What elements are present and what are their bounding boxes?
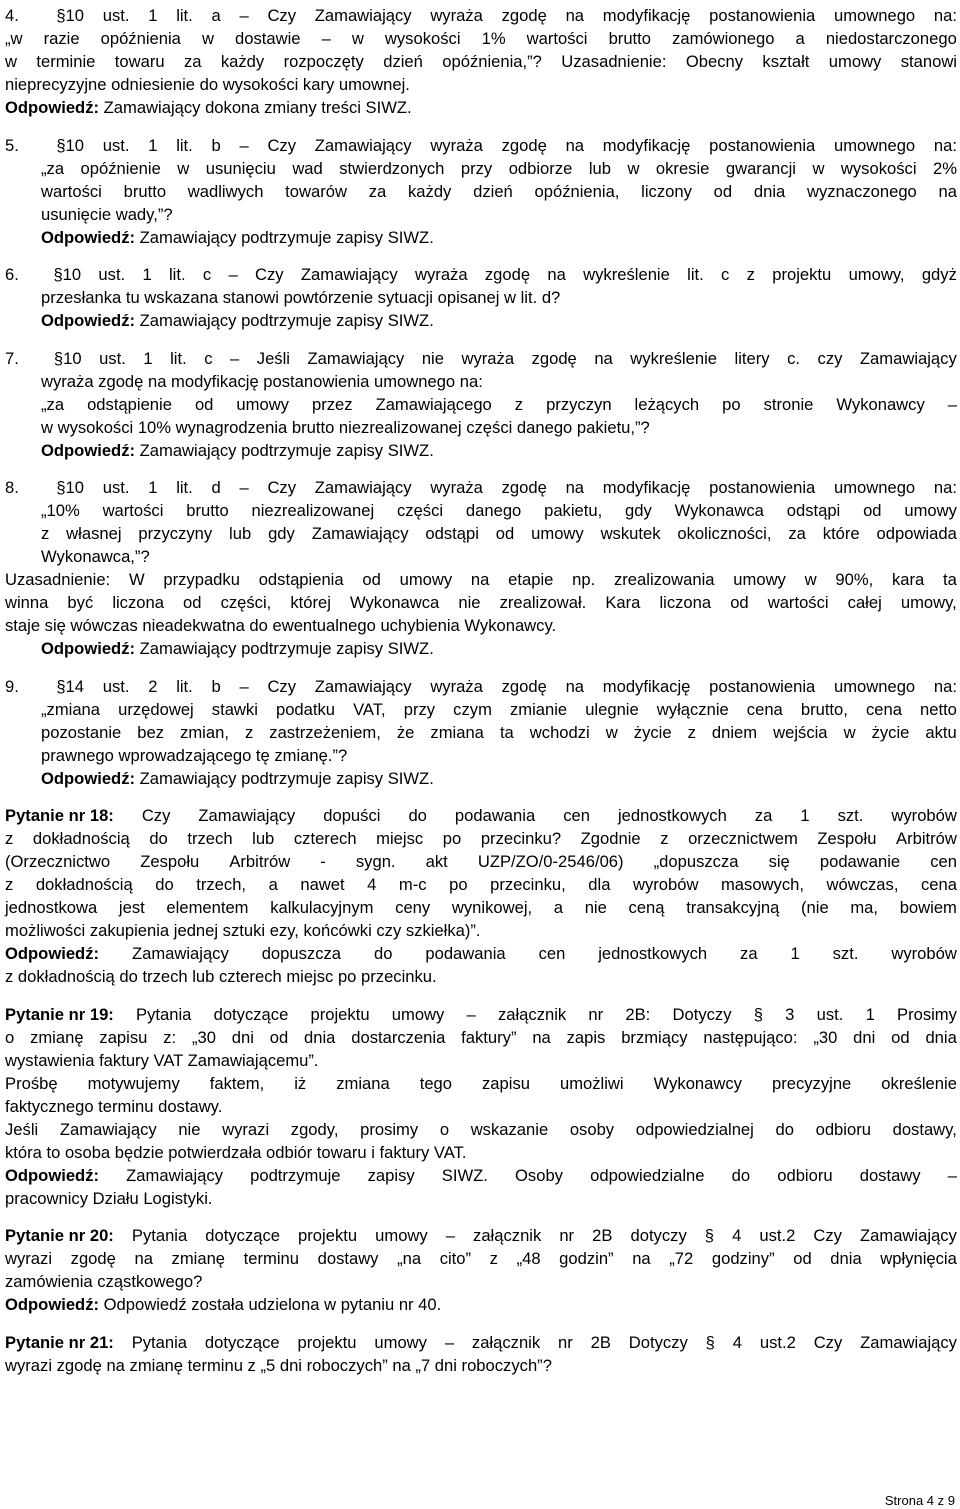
item-text: „za odstąpienie od umowy przez Zamawiającego z przyczyn leżących po stronie Wykonawcy – <box>41 394 957 414</box>
question-text: możliwości zakupienia jednej sztuki ezy, końcówki czy szkiełka)”. <box>5 921 481 940</box>
question-text: Jeśli Zamawiający nie wyrazi zgody, prosimy o wskazanie osoby odpowiedzialnej do odbioru dostawy, <box>5 1119 957 1139</box>
item-text: wartości brutto wadliwych towarów za każdy dzień opóźnienia, liczony od dnia wyznaczonego na <box>41 181 957 201</box>
page-footer: Strona 4 z 9 <box>884 1493 955 1508</box>
question-text: z dokładnością do trzech lub czterech miejsc po przecinku? Zgodnie z orzecznictwem Zespołu Arbitrów <box>5 829 957 848</box>
answer-label: Odpowiedź: <box>5 98 100 117</box>
answer-line <box>41 767 957 790</box>
item-text: przesłanka tu wskazana stanowi powtórzenie sytuacji opisanej w lit. d? <box>41 288 561 307</box>
question-heading: Pytanie nr 21: Pytania dotyczące projektu umowy – załącznik nr 2B Dotyczy § 4 ust.2 Czy Zamawiający <box>5 1332 957 1352</box>
answer-text: z dokładnością do trzech lub czterech miejsc po przecinku. <box>5 967 437 986</box>
item-heading: 4. §10 ust. 1 lit. a – Czy Zamawiający wyraża zgodę na modyfikację postanowienia umownego na: <box>5 6 957 25</box>
question-heading: Pytanie nr 19: Pytania dotyczące projektu umowy – załącznik nr 2B: Dotyczy § 3 ust. 1 Prosimy <box>5 1004 957 1024</box>
answer-line <box>41 439 957 462</box>
item-text: wyraża zgodę na modyfikację postanowienia umownego na: <box>41 371 483 391</box>
item-heading: 5. §10 ust. 1 lit. b – Czy Zamawiający wyraża zgodę na modyfikację postanowienia umownego na: <box>5 135 957 155</box>
question-text: wyrazi zgodę na zmianę terminu dostawy „na cito” z „48 godzin” na „72 godziny” od dnia wpłynięcia <box>5 1249 957 1268</box>
item-heading: 9. §14 ust. 2 lit. b – Czy Zamawiający wyraża zgodę na modyfikację postanowienia umownego na: <box>5 676 957 696</box>
question-text: wystawienia faktury VAT Zamawiającemu”. <box>5 1050 319 1070</box>
question-heading: Pytanie nr 18: Czy Zamawiający dopuści do podawania cen jednostkowych za 1 szt. wyrobów <box>5 806 957 825</box>
answer-line <box>41 637 957 660</box>
answer-text: Odpowiedź została udzielona w pytaniu nr 40. <box>99 1295 442 1314</box>
answer-line: Odpowiedź: Zamawiający podtrzymuje zapisy SIWZ. Osoby odpowiedzialne do odbioru dostawy – <box>5 1165 957 1185</box>
answer-label: Odpowiedź: <box>41 227 136 247</box>
answer-text: Zamawiający podtrzymuje zapisy SIWZ. <box>135 311 434 330</box>
item-text: usunięcie wady,”? <box>41 204 173 224</box>
question-text: zamówienia cząstkowego? <box>5 1272 203 1291</box>
question-text: faktycznego terminu dostawy. <box>5 1096 223 1116</box>
answer-label: Odpowiedź: <box>41 639 136 658</box>
item-text: „w razie opóźnienia w dostawie – w wysokości 1% wartości brutto zamówionego a niedostarczonego <box>5 29 957 48</box>
item-text: nieprecyzyjne odniesienie do wysokości kary umownej. <box>5 75 410 94</box>
answer-text: Zamawiający podtrzymuje zapisy SIWZ. <box>135 440 434 460</box>
question-text: która to osoba będzie potwierdzała odbiór towaru i faktury VAT. <box>5 1142 467 1162</box>
question-label: Pytanie nr 18: <box>5 806 114 825</box>
answer-label: Odpowiedź: <box>5 1295 100 1314</box>
question-text: wyrazi zgodę na zmianę terminu z „5 dni roboczych” na „7 dni roboczych”? <box>5 1355 552 1375</box>
item-text: Uzasadnienie: W przypadku odstąpienia od umowy na etapie np. zrealizowania umowy w 90%, kara ta <box>5 570 957 589</box>
answer-text: Zamawiający podtrzymuje zapisy SIWZ. <box>135 639 434 658</box>
question-text: jednostkowa jest elementem kalkulacyjnym ceny wynikowej, a nie ceną transakcyjną (nie ma, bowiem <box>5 898 957 917</box>
item-heading: 6. §10 ust. 1 lit. c – Czy Zamawiający wyraża zgodę na wykreślenie lit. c z projektu umowy, gdyż <box>5 265 957 284</box>
item-heading: 8. §10 ust. 1 lit. d – Czy Zamawiający wyraża zgodę na modyfikację postanowienia umownego na: <box>5 478 957 497</box>
question-text: (Orzecznictwo Zespołu Arbitrów - sygn. akt UZP/ZO/0-2546/06) „dopuszcza się podawanie cen <box>5 852 957 871</box>
item-text: prawnego wprowadzającego tę zmianę.”? <box>41 745 348 765</box>
answer-text: Zamawiający podtrzymuje zapisy SIWZ. <box>135 768 434 788</box>
question-text: Prośbę motywujemy faktem, iż zmiana tego zapisu umożliwi Wykonawcy precyzyjne określenie <box>5 1073 957 1093</box>
answer-label: Odpowiedź: <box>41 311 136 330</box>
question-text: z dokładnością do trzech, a nawet 4 m-c po przecinku, dla wyrobów masowych, wówczas, cena <box>5 875 957 894</box>
question-label: Pytanie nr 20: <box>5 1226 114 1245</box>
item-text: z własnej przyczyny lub gdy Zamawiający odstąpi od umowy wskutek okoliczności, za które odpowiada <box>41 524 957 543</box>
question-label: Pytanie nr 19: <box>5 1004 114 1024</box>
answer-line <box>5 1293 957 1316</box>
answer-line <box>5 96 957 119</box>
answer-label: Odpowiedź: <box>41 768 136 788</box>
answer-text: Zamawiający dokona zmiany treści SIWZ. <box>99 98 412 117</box>
item-text: pozostanie bez zmian, z zastrzeżeniem, że zmiana ta wchodzi w życie z dniem wejścia w życie aktu <box>41 722 957 742</box>
answer-line <box>41 309 957 332</box>
item-text: „zmiana urzędowej stawki podatku VAT, przy czym zmianie ulegnie wyłącznie cena brutto, cena netto <box>41 699 957 719</box>
question-heading: Pytanie nr 20: Pytania dotyczące projektu umowy – załącznik nr 2B dotyczy § 4 ust.2 Czy Zamawiający <box>5 1226 957 1245</box>
item-text: Wykonawca,”? <box>41 547 150 566</box>
answer-text: Zamawiający podtrzymuje zapisy SIWZ. <box>135 227 434 247</box>
item-text: w terminie towaru za każdy rozpoczęty dzień opóźnienia,”? Uzasadnienie: Obecny kształt umowy stanowi <box>5 52 957 71</box>
answer-text: pracownicy Działu Logistyki. <box>5 1188 213 1208</box>
answer-label: Odpowiedź: <box>41 440 136 460</box>
question-text: o zmianę zapisu z: „30 dni od dnia dostarczenia faktury” na zapis brzmiący następująco: „30 dni od dnia <box>5 1027 957 1047</box>
item-text: winna być liczona od części, której Wykonawca nie zrealizował. Kara liczona od wartości całej umowy, <box>5 593 957 612</box>
answer-line <box>41 226 957 249</box>
question-label: Pytanie nr 21: <box>5 1332 114 1352</box>
item-text: „10% wartości brutto niezrealizowanej części danego pakietu, gdy Wykonawca odstąpi od umowy <box>41 501 957 520</box>
answer-line: Odpowiedź: Zamawiający dopuszcza do podawania cen jednostkowych za 1 szt. wyrobów <box>5 944 957 963</box>
item-text: staje się wówczas nieadekwatna do ewentualnego uchybienia Wykonawcy. <box>5 616 557 635</box>
item-text: „za opóźnienie w usunięciu wad stwierdzonych przy odbiorze lub w okresie gwarancji w wysokości 2% <box>41 158 957 178</box>
item-heading: 7. §10 ust. 1 lit. c – Jeśli Zamawiający nie wyraża zgodę na wykreślenie litery c. czy Zamawiający <box>5 348 957 368</box>
item-text: w wysokości 10% wynagrodzenia brutto niezrealizowanej części danego pakietu,”? <box>41 417 650 437</box>
